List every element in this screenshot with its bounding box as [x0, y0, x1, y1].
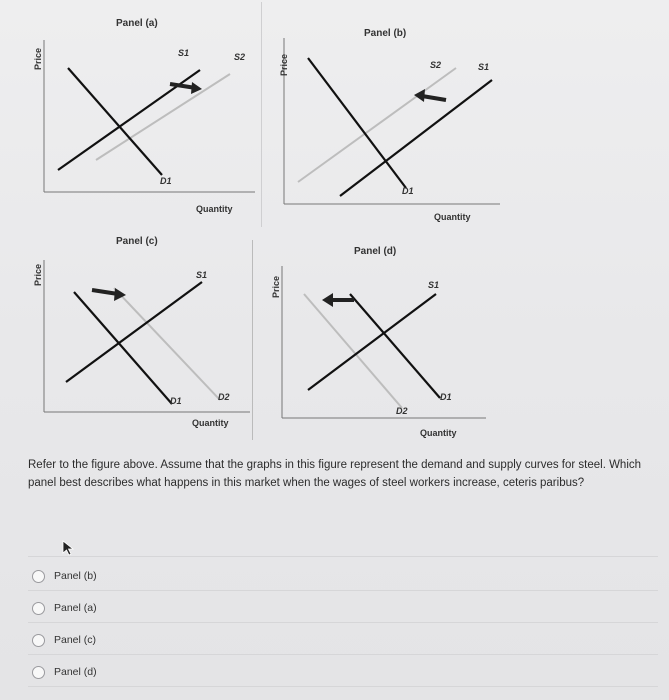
option-label: Panel (b) — [54, 570, 97, 582]
option-panel-a[interactable] — [28, 594, 658, 623]
panel-c — [30, 232, 255, 437]
panel-a — [30, 10, 260, 220]
panel-divider-top — [261, 2, 262, 227]
panel-d-label-s1: S1 — [428, 280, 440, 290]
panel-c-graph — [30, 232, 255, 437]
panel-a-label-s2: S2 — [234, 52, 246, 62]
panel-d-label-d2: D2 — [396, 406, 408, 416]
panel-b-demand-d1 — [308, 58, 406, 188]
panel-c-supply-s1 — [66, 282, 202, 382]
panel-d-title: Panel (d) — [354, 246, 397, 257]
mouse-cursor-icon — [62, 540, 76, 556]
panel-c-demand-d1 — [74, 292, 172, 404]
panel-a-supply-s2 — [96, 74, 230, 160]
panel-a-demand-d1 — [68, 68, 162, 175]
radio-button[interactable] — [32, 634, 45, 647]
panel-d-demand-d2 — [304, 294, 402, 408]
panel-d-price-label: Price — [271, 275, 281, 298]
panel-a-label-d1: D1 — [160, 176, 172, 186]
panel-d-label-d1: D1 — [440, 392, 452, 402]
panel-d-graph — [268, 238, 493, 443]
panel-b-label-s2: S2 — [430, 60, 442, 70]
option-panel-c[interactable] — [28, 626, 658, 655]
panel-c-shift-arrow — [92, 290, 118, 294]
panel-a-label-s1: S1 — [178, 48, 190, 58]
option-label: Panel (d) — [54, 666, 97, 678]
panel-d — [268, 238, 493, 443]
panel-c-label-d1: D1 — [170, 396, 182, 406]
panel-a-title: Panel (a) — [116, 18, 158, 29]
option-panel-b[interactable] — [28, 562, 658, 591]
panel-b — [270, 10, 510, 225]
panel-d-demand-d1 — [350, 294, 440, 398]
panel-c-demand-d2 — [114, 288, 220, 400]
panel-b-label-d1: D1 — [402, 186, 414, 196]
panel-b-arrowhead — [414, 89, 425, 102]
panel-c-title: Panel (c) — [116, 236, 158, 247]
option-panel-d[interactable] — [28, 658, 658, 687]
panel-d-quantity-label: Quantity — [420, 428, 457, 438]
panel-b-price-label: Price — [279, 53, 289, 76]
panel-d-arrowhead — [322, 293, 333, 307]
panel-b-graph — [270, 10, 510, 225]
panel-a-quantity-label: Quantity — [196, 204, 233, 214]
panel-c-price-label: Price — [33, 263, 43, 286]
radio-button[interactable] — [32, 570, 45, 583]
question-text: Refer to the figure above. Assume that the graphs in this figure represent the demand and supply curves for steel. Which panel best describes what happens in this market when the wages of steel workers increase, ceteris paribus? — [28, 459, 642, 489]
panel-c-quantity-label: Quantity — [192, 418, 229, 428]
panel-d-supply-s1 — [308, 294, 436, 390]
radio-button[interactable] — [32, 602, 45, 615]
radio-button[interactable] — [32, 666, 45, 679]
panel-c-label-s1: S1 — [196, 270, 208, 280]
panel-b-label-s1: S1 — [478, 62, 490, 72]
panel-b-shift-arrow — [422, 96, 446, 100]
panel-a-graph — [30, 10, 260, 220]
panel-b-quantity-label: Quantity — [434, 212, 471, 222]
option-label: Panel (a) — [54, 602, 97, 614]
panel-c-label-d2: D2 — [218, 392, 230, 402]
options-top-divider — [28, 556, 658, 557]
panel-a-price-label: Price — [33, 47, 43, 70]
option-label: Panel (c) — [54, 634, 97, 646]
panel-b-title: Panel (b) — [364, 28, 407, 39]
